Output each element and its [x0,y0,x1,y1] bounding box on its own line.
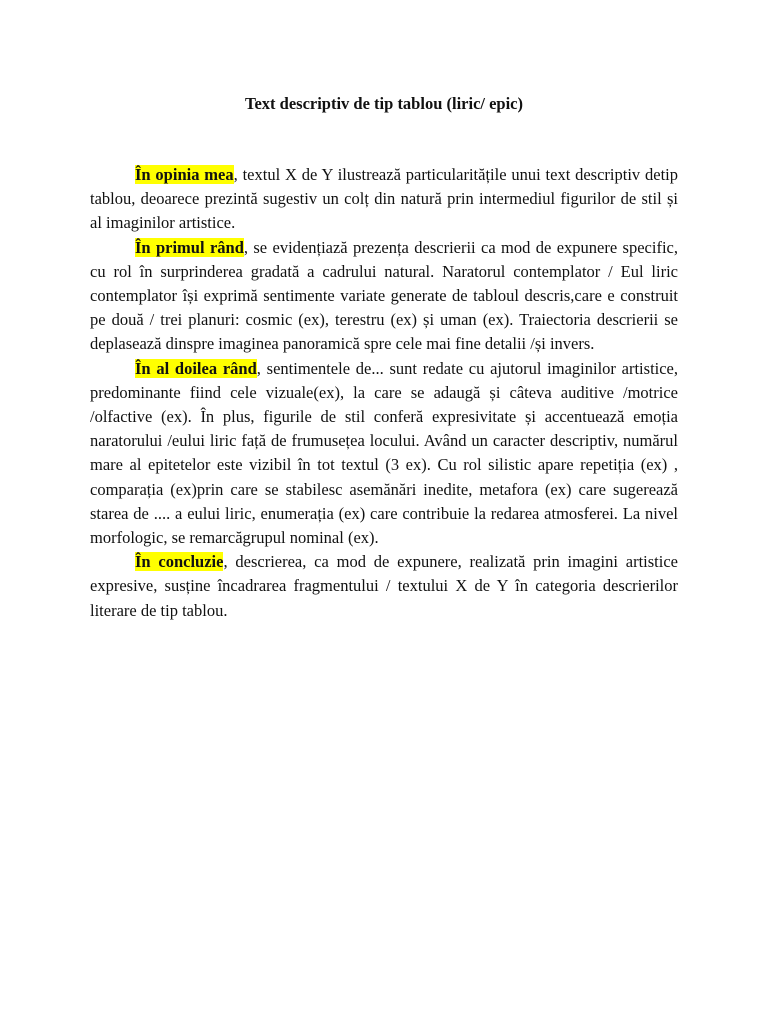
highlighted-phrase: În opinia mea [135,165,234,184]
paragraph-first-point [90,236,678,357]
page-title: Text descriptiv de tip tablou (liric/ epic) [244,94,524,113]
highlighted-phrase: În al doilea rând [135,358,257,378]
body-text [90,163,678,623]
paragraph-opinion [90,163,678,236]
paragraph-text: , descrierea, ca mod de expunere, realizată prin imagini artistice expresive, susține încadrarea fragmentului / textului X de Y în categoria descrierilor literare de tip tablou. [90,552,678,620]
highlighted-phrase: În primul rând [135,237,244,257]
paragraph-text: , sentimentele de... sunt redate cu ajutorul imaginilor artistice, predominante fiind cele vizuale(ex), la care se adaugă și câteva auditive /motrice /olfactive (ex). În plus, figurile de stil conferă expresivitate și accentuează emoția naratorului /eului liric față de frumusețea locului. Având un caracter descriptiv, numărul mare al epitetelor este vizibil în tot textul (3 ex). Cu rol silistic apare repetiția (ex) , comparația (ex)prin care se stabilesc asemănări inedite, metafora (ex) care sugerează starea de .... a eului liric, enumerația (ex) care contribuie la redarea atmosferei. La nivel morfologic, se remarcăgrupul nominal (ex). [90,358,679,548]
paragraph-conclusion [90,550,678,623]
paragraph-second-point [90,357,678,551]
paragraph-text: , textul X de Y ilustrează particularitățile unui text descriptiv detip tablou, deoarece prezintă sugestiv un colț din natură prin intermediul figurilor de stil și al imaginilor artistice. [90,165,679,233]
paragraph-text: , se evidențiază prezența descrierii ca mod de expunere specific, cu rol în surprinderea gradată a cadrului natural. Naratorul contemplator / Eul liric contemplator își exprimă sentimente variate generate de tabloul descris,care e construit pe două / trei planuri: cosmic (ex), terestru (ex) și uman (ex). Traiectoria descrierii se deplasează dinspre imaginea panoramică spre cele mai fine detalii /și invers. [90,237,678,354]
highlighted-phrase: În concluzie [135,552,224,572]
